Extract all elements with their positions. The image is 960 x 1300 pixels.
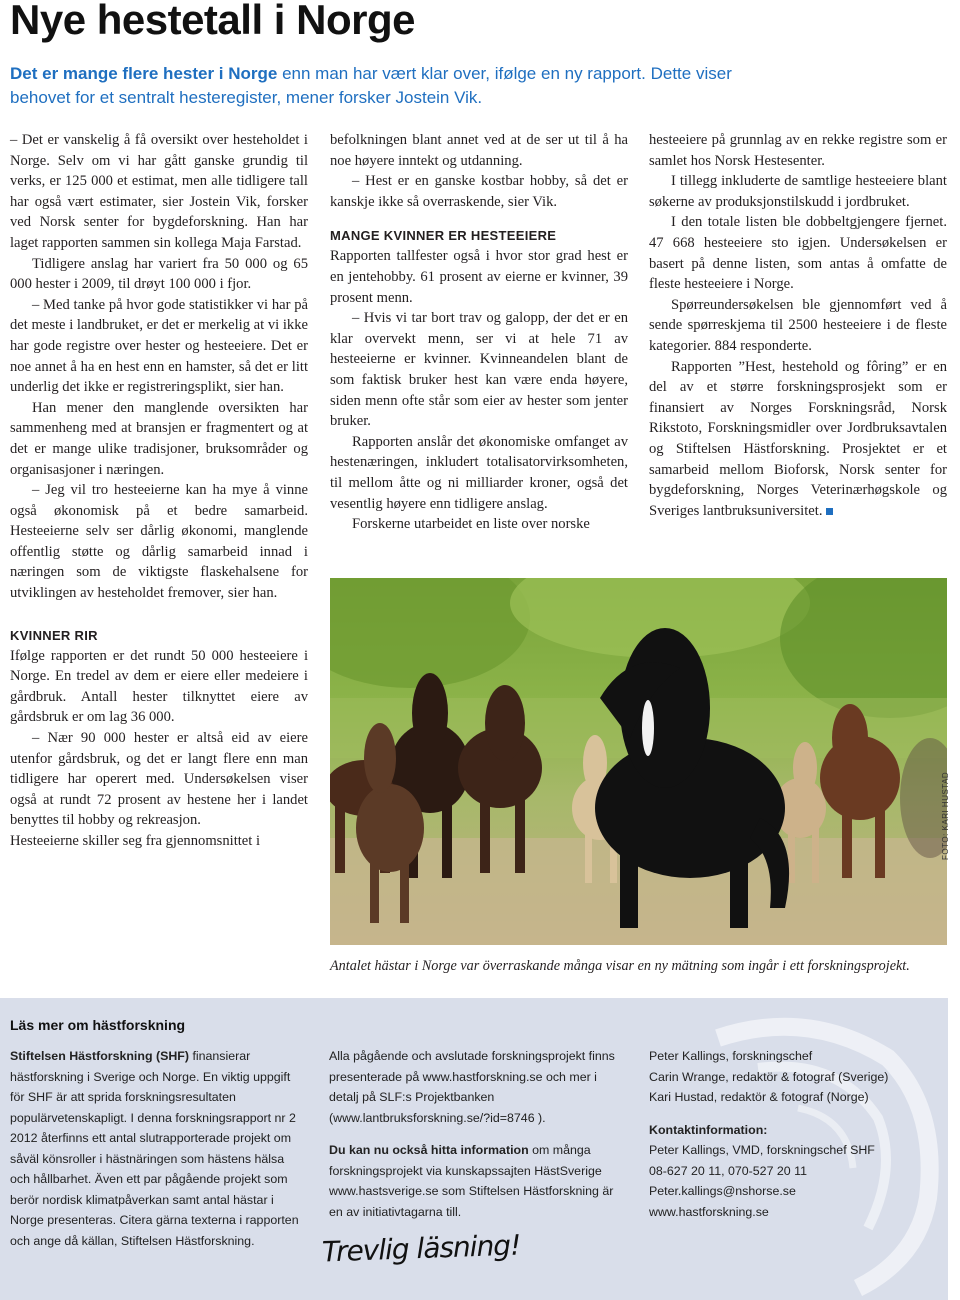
shf-text: finansierar hästforskning i Sverige och Norge. En viktig uppgift för SHF är att sprida forskningsresultaten populärvetenskapligt. I denna forskningsrapport nr 2 2012 återfinns ett antal slutrapporterade projekt om såväl könsroller i hästnäringen som hästens hälsa och hållbarhet. Även ett par pågående projekt som berör nordisk klimatpåverkan samt antal hästar i Norge presenteras. Citera gärna texterna i rapporten och ange då källan, Stiftelsen Hästforskning. — [10, 1049, 299, 1248]
article-lede — [10, 62, 760, 110]
paragraph: Tidligere anslag har variert fra 50 000 og 65 000 hester i 2009, til drøyt 100 000 i fjor. — [10, 255, 308, 293]
info-box-column-3 — [649, 1046, 939, 1222]
paragraph: Ifølge rapporten er det rundt 50 000 hesteeiere i Norge. En tredel av dem er eiere eller medeiere i gårdbruk. Antall hester tilknyttet eiere av gårdsbruk er om lag 36 000. — [10, 647, 308, 726]
shf-name: Stiftelsen Hästforskning (SHF) — [10, 1049, 189, 1063]
info-box-title: Läs mer om hästforskning — [10, 1017, 186, 1033]
staff-line: Peter Kallings, forskningschef — [649, 1049, 813, 1063]
article-column-2 — [330, 130, 628, 535]
signoff-signature: Trevlig läsning! — [321, 1228, 521, 1269]
info-box-column-1 — [10, 1046, 305, 1251]
closing-paragraph-text: Rapporten ”Hest, hestehold og fôring” er en del av et større forskningsprosjekt som er finansiert av Norges Forskningsråd, Norsk Rikstoto, Forskningsmidler over Jordbruksavtalen og Stiftelsen Hästforskning. Prosjektet er et samarbeid mellom Bioforsk, Norsk senter for bygdeforskning, Norges Veterinærhøgskole og Sveriges lantbruksuniversitet. — [649, 358, 947, 519]
paragraph: – Hvis vi tar bort trav og galopp, der det er en klar overvekt menn, ser vi at hele 71 av hesteeierne er kvinner. Kvinneandelen blant de som faktisk bruker hest kan være enda høyere, siden menn ofte står som eier av hester som jenter bruker. — [330, 310, 628, 430]
staff-line: Kari Hustad, redaktör & fotograf (Norge) — [649, 1090, 869, 1104]
contact-title: Kontaktinformation: — [649, 1122, 768, 1137]
staff-line: Carin Wrange, redaktör & fotograf (Sverige) — [649, 1069, 889, 1084]
contact-line: 08-627 20 11, 070-527 20 11 — [649, 1163, 807, 1178]
lede-rest: enn man har vært klar over, ifølge en ny rapport. Dette viser behovet for et sentralt hesteregister, mener forsker Jostein Vik. — [10, 64, 732, 107]
paragraph: Spørreundersøkelsen ble gjennomført ved å sende spørreskjema til 2500 hesteeiere i de fleste kategorier. 884 responderte. — [649, 296, 947, 354]
paragraph — [329, 1140, 629, 1222]
paragraph — [10, 1046, 305, 1251]
paragraph: – Nær 90 000 hester er altså eid av eiere utenfor gårdsbruk, og det er langt flere enn man tidligere har operert med. Undersøkelsen viser også at rundt 72 prosent av hestene her i landet benyttes til hobby og rekreasjon. — [10, 730, 308, 829]
paragraph: befolkningen blant annet ved at de ser ut til å ha noe høyere inntekt og utdanning. — [330, 132, 628, 169]
contact-website: www.hastforskning.se — [649, 1204, 769, 1219]
paragraph: Hesteeierne skiller seg fra gjennomsnittet i — [10, 833, 261, 849]
subheading-kvinner-rir: KVINNER RIR — [10, 627, 98, 643]
info-box-column-2 — [329, 1046, 629, 1222]
photo-credit: FOTO: KARI HUSTAD — [941, 771, 950, 860]
subheading-mange-kvinner: MANGE KVINNER ER HESTEEIERE — [330, 228, 557, 244]
paragraph: Forskerne utarbeidet en liste over norske — [352, 516, 590, 533]
contact-line: Peter Kallings, VMD, forskningschef SHF — [649, 1143, 875, 1157]
paragraph: Alla pågående och avslutade forskningsprojekt finns presenterade på www.hastforskning.se och mer i detalj på SLF:s Projektbanken (www.lantbruksforskning.se/?id=8746 ). — [329, 1049, 615, 1125]
article-column-3 — [649, 130, 947, 521]
end-mark-icon — [826, 508, 833, 515]
paragraph: hesteeiere på grunnlag av en rekke registre som er samlet hos Norsk Hestesenter. — [649, 132, 947, 169]
article-column-1 — [10, 130, 308, 852]
contact-email: Peter.kallings@nshorse.se — [649, 1184, 796, 1198]
lede-bold: Det er mange flere hester i Norge — [10, 64, 278, 83]
paragraph: – Jeg vil tro hesteeierne kan ha mye å vinne også økonomisk på et bedre samarbeid. Hesteeierne selv ser dårlig økonomi, manglende offentlig støtte og dårlig samarbeid innad i næringen som de viktigste flaskehalsene for utviklingen av hesteholdet fremover, sier han. — [10, 482, 308, 602]
photo-caption: Antalet hästar i Norge var överraskande många visar en ny mätning som ingår i ett forskningsprojekt. — [330, 958, 910, 974]
info-bold-lead: Du kan nu också hitta information — [329, 1143, 529, 1157]
paragraph: – Det er vanskelig å få oversikt over hesteholdet i Norge. Selv om vi har gått ganske grundig til verks, er 125 000 et estimat, men alle tidligere tall har også vært estimater, sier Jostein Vik, forsker ved Norsk senter for bygdeforskning. Han har laget rapporten sammen sin kollega Maja Farstad. — [10, 132, 308, 251]
paragraph: Han mener den manglende oversikten har sammenheng med at bransjen er fragmentert og at det er mange ulike tradisjoner, bruksområder og organisasjoner i næringen. — [10, 399, 308, 478]
paragraph — [649, 357, 947, 522]
article-headline: Nye hestetall i Norge — [10, 0, 415, 43]
paragraph: – Med tanke på hvor gode statistikker vi har på det meste i landbruket, er det er merkelig at vi ikke har gode registre over hester og hesteeiere. Det er noe annet å ha en hest enn en hamster, så det er litt underlig det ikke er registreringsplikt, sier han. — [10, 296, 308, 396]
info-text: om många forskningsprojekt via kunskapssajten HästSverige www.hastsverige.se som Stiftelsen Hästforskning är en av initiativtagarna till. — [329, 1143, 614, 1219]
paragraph: I den totale listen ble dobbeltgjengere fjernet. 47 668 hesteeiere sto igjen. Undersøkelsen er basert på denne listen, som antas å omfatte de fleste hesteeiere i Norge. — [649, 214, 947, 293]
paragraph: Rapporten tallfester også i hvor stor grad hest er en jentehobby. 61 prosent av eierne er kvinner, 39 prosent menn. — [330, 248, 628, 306]
paragraph: Rapporten anslår det økonomiske omfanget av hestenæringen, inkludert totalisatorvirksomheten, til mellom åtte og ni milliarder kroner, også det vesentlig høyere enn tidligere anslag. — [330, 433, 628, 512]
horses-photo — [330, 578, 947, 945]
paragraph: – Hest er en ganske kostbar hobby, så det er kanskje ikke så overraskende, sier Vik. — [330, 173, 628, 210]
paragraph: I tillegg inkluderte de samtlige hesteeiere blant søkerne av produksjonstilskudd i jordbruket. — [649, 173, 947, 210]
